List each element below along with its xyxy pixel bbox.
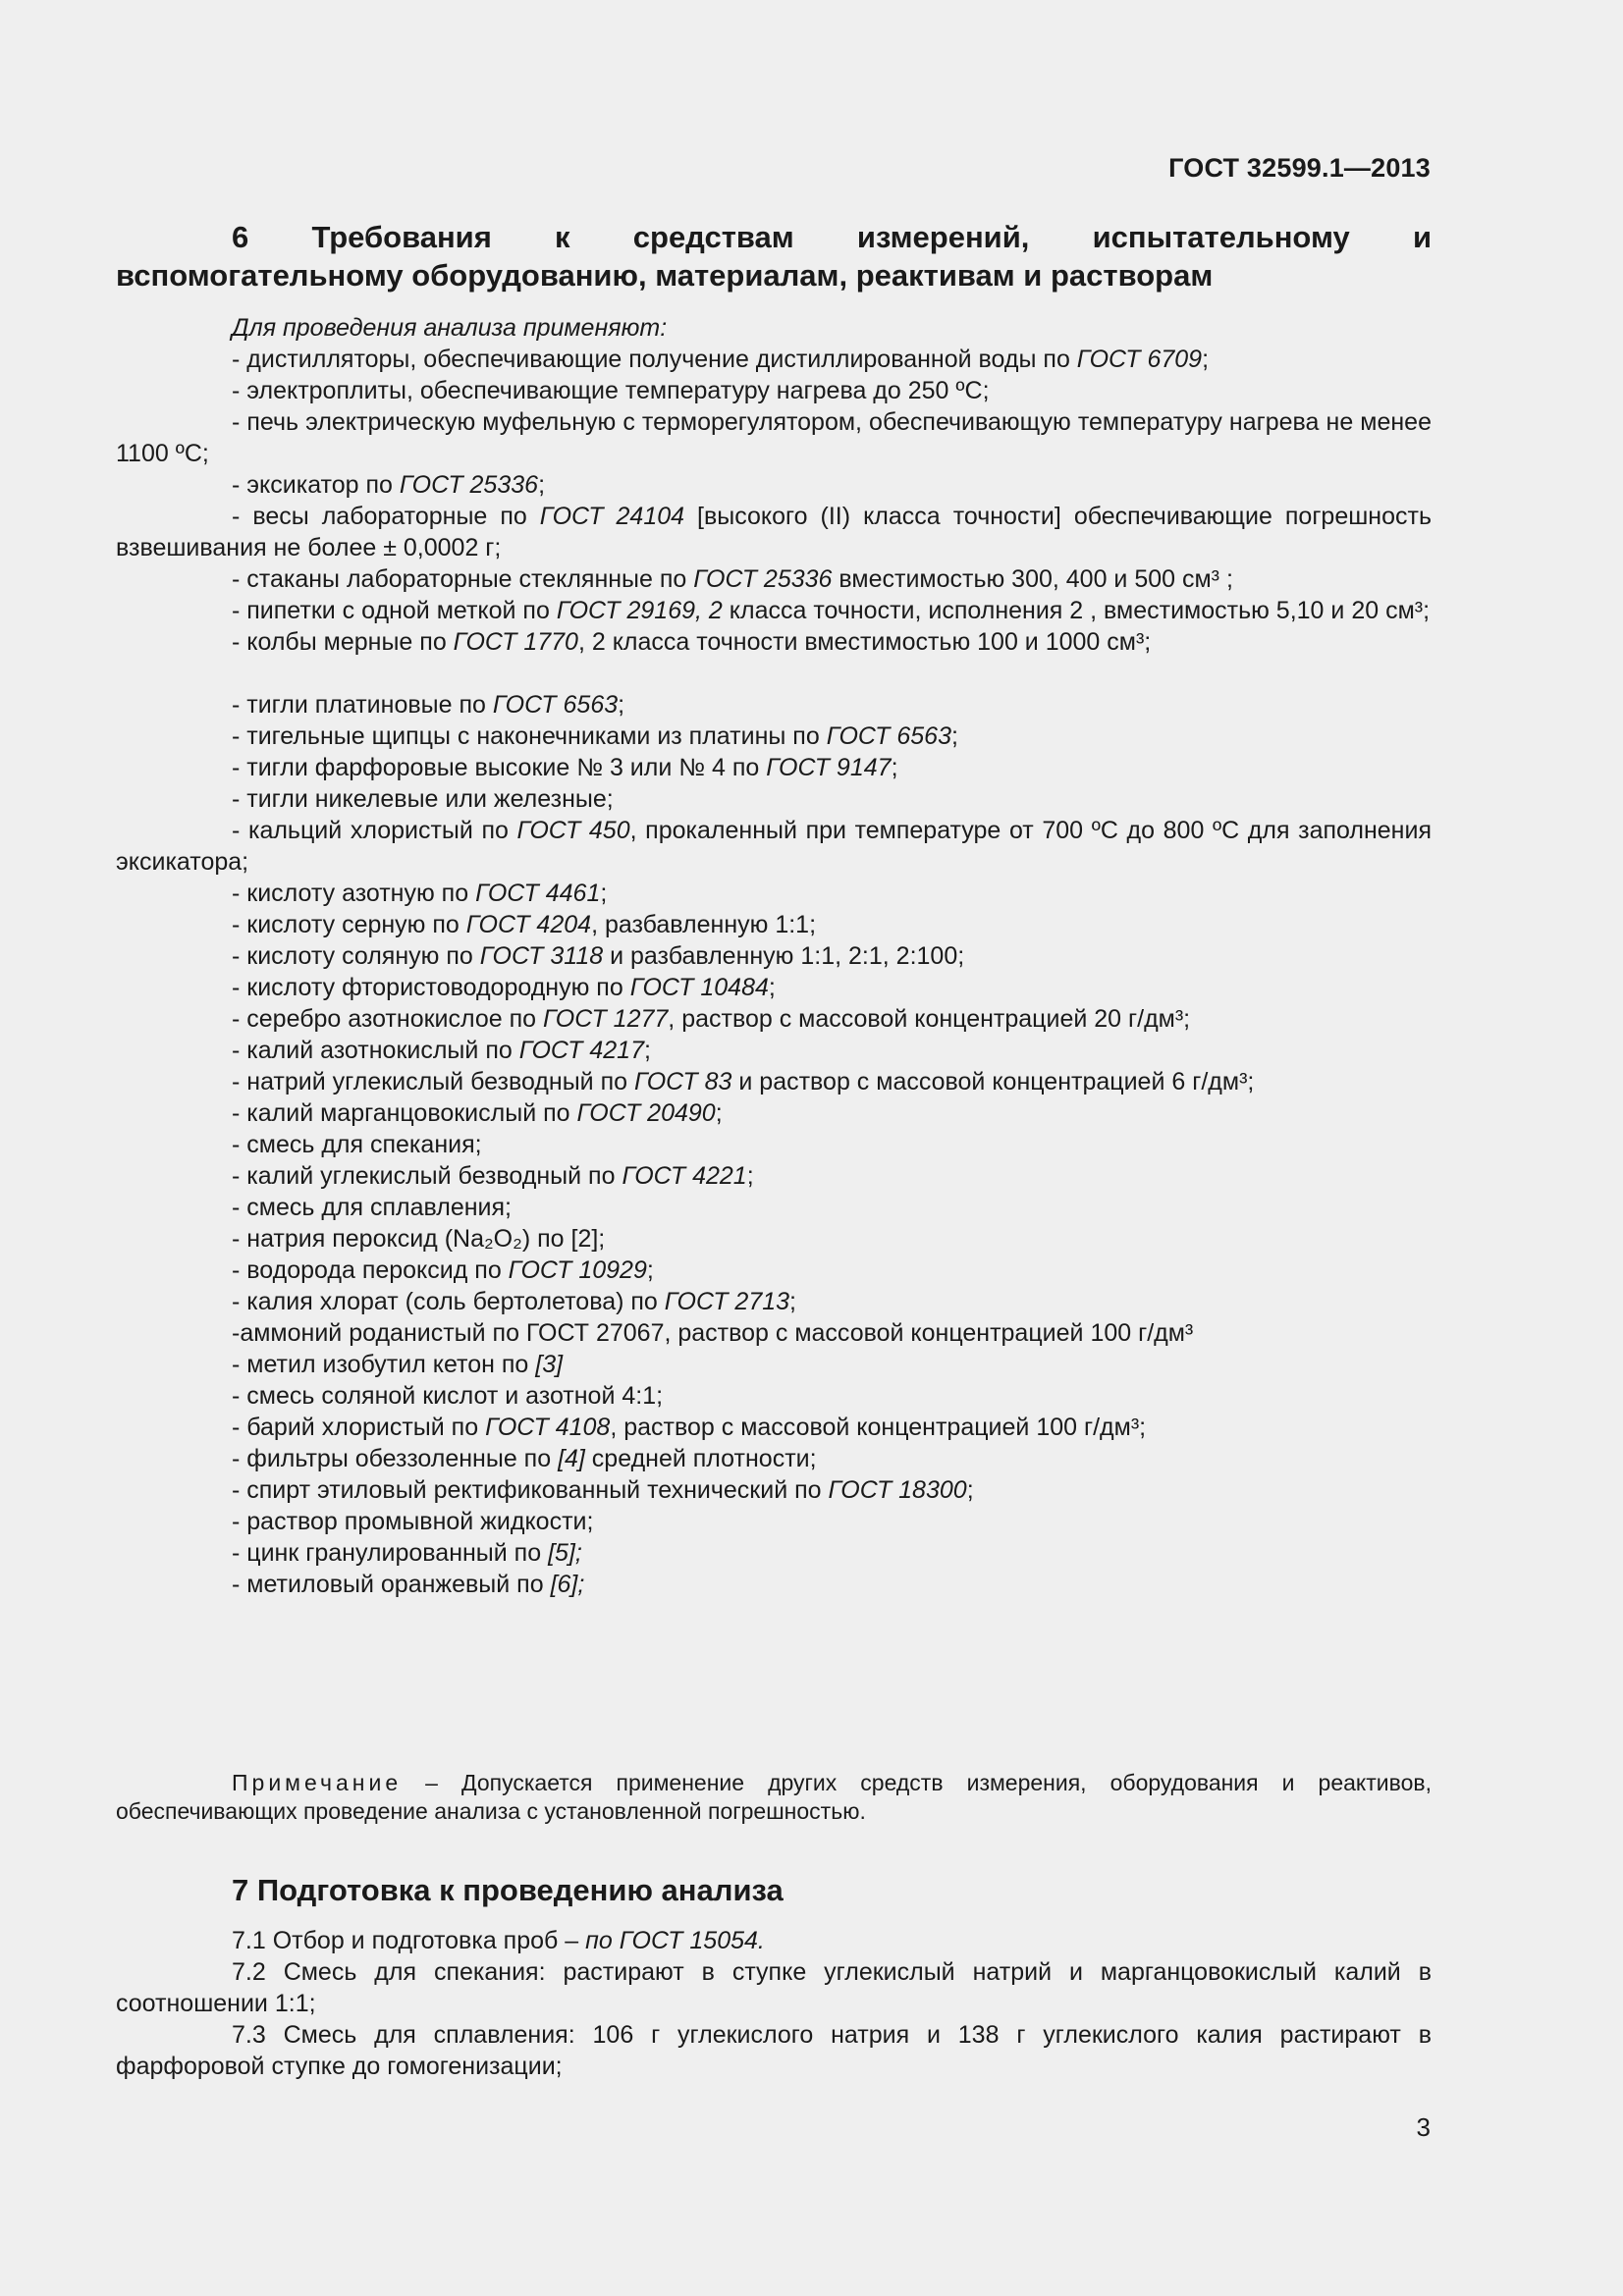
item-text: и разбавленную 1:1, 2:1, 2:100; [603, 942, 965, 970]
list-item [116, 1129, 1432, 1160]
section-7-heading: 7 Подготовка к проведению анализа [232, 1873, 784, 1907]
reference: ГОСТ 4204 [465, 911, 592, 938]
section-6-note [116, 1769, 1432, 1826]
paragraph [116, 1925, 1432, 1956]
list-item [116, 469, 1432, 501]
list-item [116, 878, 1432, 909]
list-item [116, 1443, 1432, 1474]
item-text: ; [950, 722, 958, 750]
list-item [116, 1317, 1432, 1349]
list-item [116, 1506, 1432, 1537]
reference: ГОСТ 25336 [693, 565, 833, 593]
section-6-list [116, 312, 1432, 1600]
reference: [3] [535, 1351, 564, 1378]
item-text: ; [768, 974, 776, 1001]
item-text: и раствор с массовой концентрацией 6 г/дм³; [731, 1068, 1255, 1095]
paragraph [116, 1956, 1432, 2019]
reference: ГОСТ 4221 [622, 1162, 747, 1190]
item-text: , разбавленную 1:1; [591, 911, 817, 938]
item-text: - спирт этиловый ректификованный технический по [232, 1476, 829, 1504]
item-text: - кислоту фтористоводородную по [232, 974, 630, 1001]
item-text: ; [1202, 346, 1210, 373]
item-text: ; [618, 691, 625, 719]
item-text: - калий углекислый безводный по [232, 1162, 622, 1190]
item-text: ; [966, 1476, 974, 1504]
item-text: - натрий углекислый безводный по [232, 1068, 634, 1095]
reference: ГОСТ 24104 [539, 503, 685, 530]
item-text: - эксикатор по [232, 471, 400, 499]
item-text: 7.2 Смесь для спекания: растирают в ступке углекислый натрий и марганцовокислый калий в соотношении 1:1; [116, 1958, 1432, 2017]
reference: ГОСТ 10929 [508, 1256, 647, 1284]
item-text: ; [715, 1099, 723, 1127]
item-text: - цинк гранулированный по [232, 1539, 549, 1567]
reference: ГОСТ 6563 [826, 722, 951, 750]
item-text: - весы лабораторные по [232, 503, 540, 530]
list-item [116, 1537, 1432, 1569]
item-text: - водорода пероксид по [232, 1256, 509, 1284]
reference: ГОСТ 3118 [479, 942, 604, 970]
section-6-heading-line-1: 6 Требования к средствам измерений, испытательному и [232, 220, 1432, 254]
list-item [116, 501, 1432, 563]
list-item [116, 1569, 1432, 1600]
item-text: - калий азотнокислый по [232, 1037, 519, 1064]
item-text: ; [789, 1288, 796, 1315]
list-item [116, 1412, 1432, 1443]
item-text: - кислоту азотную по [232, 880, 476, 907]
item-text: - калий марганцовокислый по [232, 1099, 577, 1127]
standard-code: ГОСТ 32599.1—2013 [1168, 153, 1431, 183]
item-text: - смесь для сплавления; [232, 1194, 512, 1221]
list-item [116, 563, 1432, 595]
list-item [116, 658, 1432, 689]
reference: ГОСТ 4461 [475, 880, 601, 907]
item-text: , раствор с массовой концентрацией 100 г/дм³; [610, 1414, 1147, 1441]
list-item [116, 626, 1432, 658]
list-item [116, 940, 1432, 972]
section-7-text [116, 1925, 1432, 2082]
list-item [116, 909, 1432, 940]
note-text: – Допускается применение других средств измерения, оборудования и реактивов, обеспечивающих проведение анализа с установленной погрешностью. [116, 1770, 1432, 1824]
list-item [116, 344, 1432, 375]
item-text: средней плотности; [584, 1445, 817, 1472]
note-label: Примечание [232, 1770, 403, 1795]
list-item [116, 1474, 1432, 1506]
reference: ГОСТ 1277 [543, 1005, 669, 1033]
item-text: вместимостью 300, 400 и 500 см³ ; [832, 565, 1233, 593]
item-text: ; [600, 880, 608, 907]
paragraph [116, 2019, 1432, 2082]
item-text: - метиловый оранжевый по [232, 1571, 551, 1598]
item-text: -аммоний роданистый по ГОСТ 27067, раствор с массовой концентрацией 100 г/дм³ [232, 1319, 1194, 1347]
item-text: 7.1 Отбор и подготовка проб – [232, 1927, 586, 1954]
list-item [116, 1349, 1432, 1380]
list-item [116, 1160, 1432, 1192]
item-text: - раствор промывной жидкости; [232, 1508, 594, 1535]
item-text: ; [538, 471, 546, 499]
item-text: - смесь для спекания; [232, 1131, 482, 1158]
list-item [116, 375, 1432, 406]
list-item [116, 1035, 1432, 1066]
list-item [116, 406, 1432, 469]
item-text: ; [891, 754, 898, 781]
item-text: - пипетки с одной меткой по [232, 597, 557, 624]
list-item [116, 1066, 1432, 1097]
item-text: - стаканы лабораторные стеклянные по [232, 565, 694, 593]
item-text: - метил изобутил кетон по [232, 1351, 536, 1378]
reference: ГОСТ 18300 [828, 1476, 967, 1504]
list-item [116, 1380, 1432, 1412]
item-text: - барий хлористый по [232, 1414, 486, 1441]
item-text: [высокого (II) класса точности] обеспечивающие погрешность взвешивания не более ± 0,0002 г; [116, 503, 1432, 561]
item-text: - смесь соляной кислот и азотной 4:1; [232, 1382, 664, 1410]
reference: ГОСТ 83 [633, 1068, 732, 1095]
list-item [116, 1097, 1432, 1129]
item-text: - кислоту соляную по [232, 942, 480, 970]
section-6-heading [116, 218, 1432, 294]
item-text: класса точности, исполнения 2 , вместимостью 5,10 и 20 см³; [722, 597, 1431, 624]
item-text: - электроплиты, обеспечивающие температуру нагрева до 250 ºС; [232, 377, 990, 404]
equipment-list [116, 344, 1432, 1600]
item-text: - кислоту серную по [232, 911, 466, 938]
item-text: - натрия пероксид (Na₂O₂) по [2]; [232, 1225, 606, 1253]
item-text: - фильтры обеззоленные по [232, 1445, 559, 1472]
list-item [116, 689, 1432, 721]
list-item [116, 972, 1432, 1003]
item-text: - тигли никелевые или железные; [232, 785, 614, 813]
item-text: - колбы мерные по [232, 628, 454, 656]
item-text: - кальций хлористый по [232, 817, 517, 844]
reference: ГОСТ 9147 [766, 754, 892, 781]
page-number: 3 [1416, 2112, 1431, 2142]
reference: [5]; [548, 1539, 582, 1567]
item-text: 7.3 Смесь для сплавления: 106 г углекислого натрия и 138 г углекислого калия растирают в фарфоровой ступке до гомогенизации; [116, 2021, 1432, 2080]
item-text: - дистилляторы, обеспечивающие получение дистиллированной воды по [232, 346, 1077, 373]
reference: ГОСТ 4217 [518, 1037, 644, 1064]
list-item [116, 783, 1432, 815]
list-item [116, 815, 1432, 878]
reference: ГОСТ 2713 [664, 1288, 790, 1315]
item-text: - калия хлорат (соль бертолетова) по [232, 1288, 665, 1315]
item-text: - печь электрическую муфельную с терморегулятором, обеспечивающую температуру нагрева не менее 1100 ºС; [116, 408, 1432, 467]
item-text: ; [643, 1037, 651, 1064]
reference: ГОСТ 20490 [576, 1099, 716, 1127]
reference: ГОСТ 6709 [1076, 346, 1203, 373]
reference: по ГОСТ 15054. [585, 1927, 765, 1954]
reference: ГОСТ 10484 [629, 974, 769, 1001]
item-text: - тигельные щипцы с наконечниками из платины по [232, 722, 827, 750]
reference: ГОСТ 450 [516, 817, 630, 844]
list-item [116, 1192, 1432, 1223]
reference: [6]; [550, 1571, 585, 1598]
item-text: , раствор с массовой концентрацией 20 г/дм³; [668, 1005, 1191, 1033]
list-item [116, 752, 1432, 783]
reference: ГОСТ 6563 [492, 691, 619, 719]
reference: ГОСТ 29169, 2 [556, 597, 723, 624]
item-text: , прокаленный при температуре от 700 ºС до 800 ºС для заполнения эксикатора; [116, 817, 1432, 876]
item-text: - тигли фарфоровые высокие № 3 или № 4 по [232, 754, 767, 781]
item-text: , 2 класса точности вместимостью 100 и 1000 см³; [577, 628, 1152, 656]
list-item [116, 1003, 1432, 1035]
reference: [4] [558, 1445, 585, 1472]
reference: ГОСТ 1770 [453, 628, 578, 656]
list-item [116, 721, 1432, 752]
item-text: - серебро азотнокислое по [232, 1005, 544, 1033]
section-6-heading-line-2: вспомогательному оборудованию, материалам, реактивам и растворам [116, 258, 1214, 293]
section-6-intro: Для проведения анализа применяют: [232, 314, 668, 342]
list-item [116, 1223, 1432, 1255]
list-item [116, 595, 1432, 626]
list-item [116, 1286, 1432, 1317]
item-text: ; [746, 1162, 754, 1190]
list-item [116, 1255, 1432, 1286]
reference: ГОСТ 4108 [485, 1414, 611, 1441]
item-text: ; [646, 1256, 654, 1284]
item-text: - тигли платиновые по [232, 691, 493, 719]
reference: ГОСТ 25336 [399, 471, 539, 499]
